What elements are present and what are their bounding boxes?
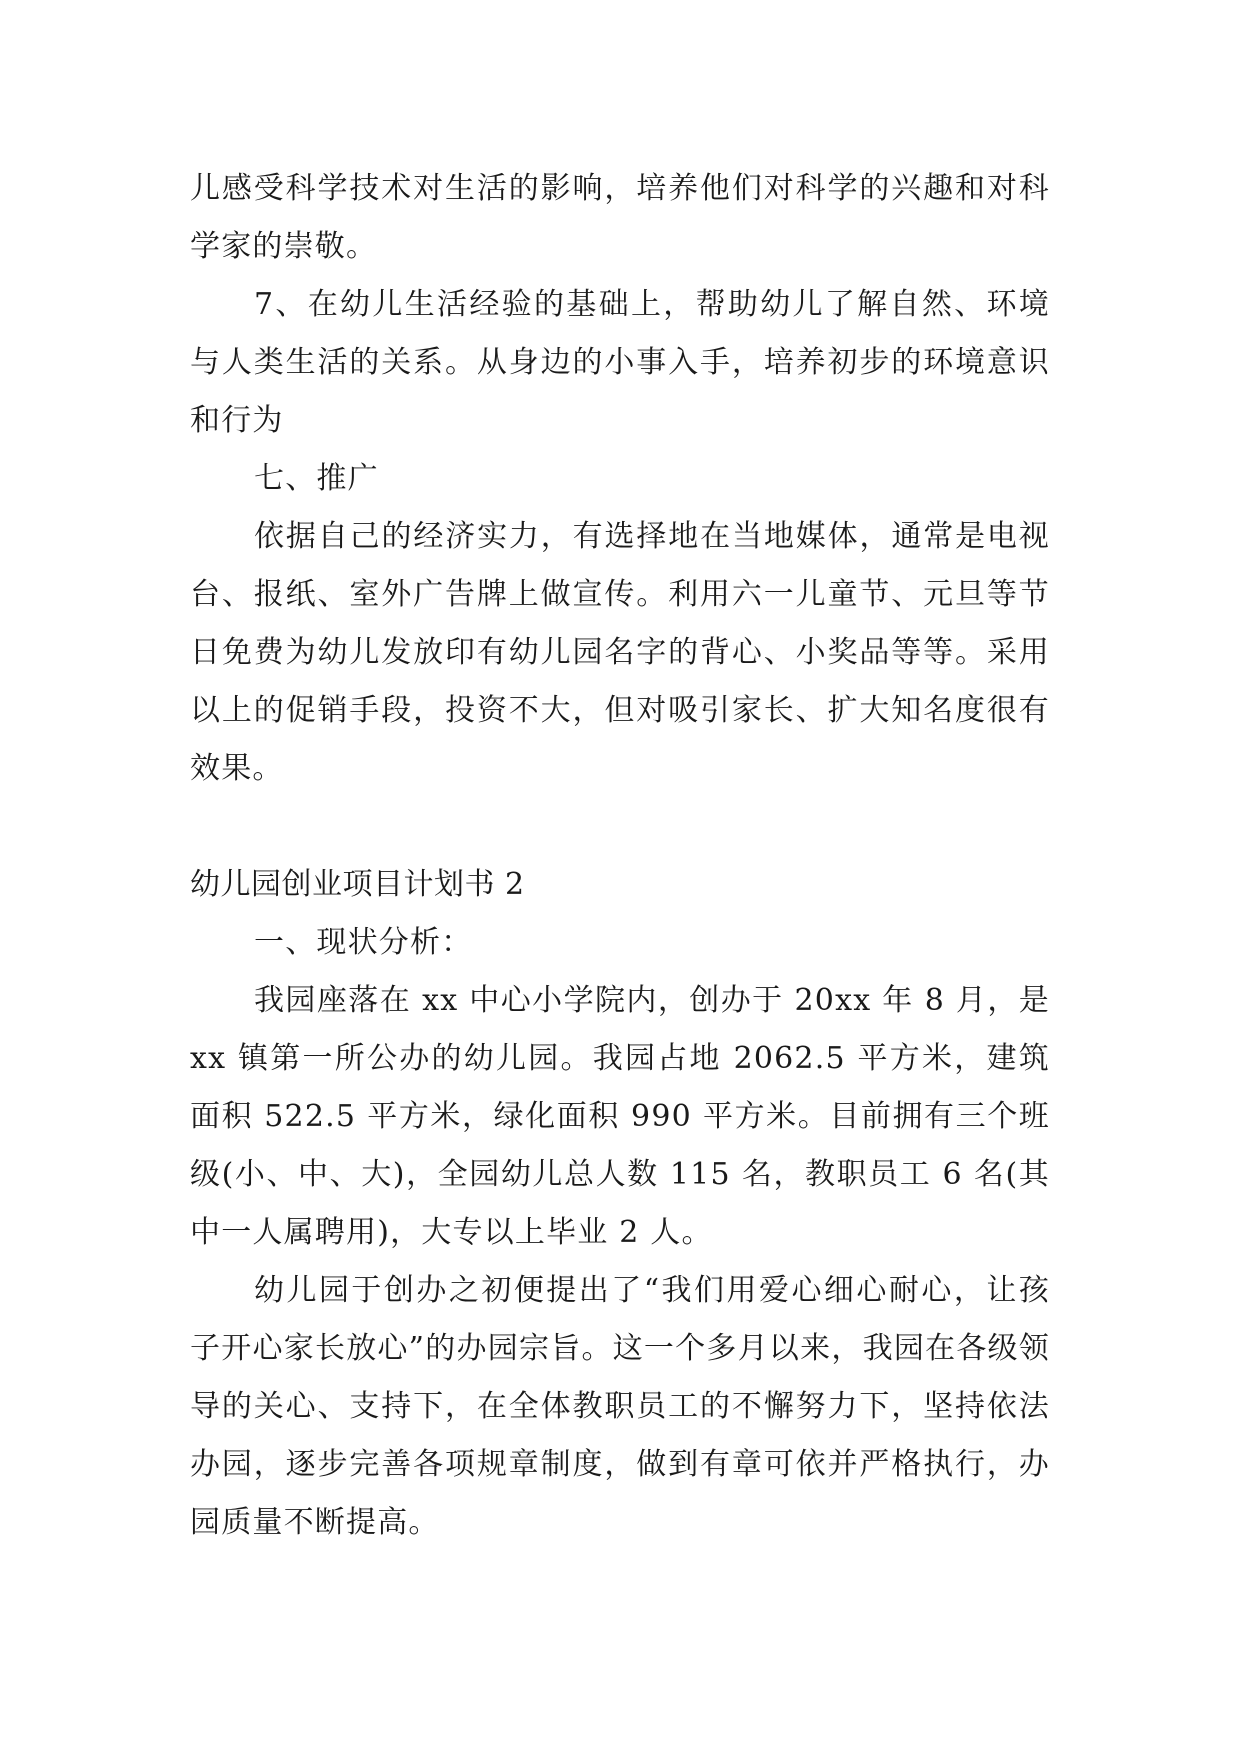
section-heading-promotion: 七、推广 [254, 461, 379, 496]
paragraph-item-7: 7、在幼儿生活经验的基础上，帮助幼儿了解自然、环境与人类生活的关系。从身边的小事入手，培养初步的环境意识和行为 [190, 287, 1050, 438]
paragraph-promotion: 依据自己的经济实力，有选择地在当地媒体，通常是电视台、报纸、室外广告牌上做宣传。利用六一儿童节、元旦等节日免费为幼儿发放印有幼儿园名字的背心、小奖品等等。采用以上的促销手段，投资不大，但对吸引家长、扩大知名度很有效果。 [190, 519, 1050, 786]
paragraph-kindergarten-mission: 幼儿园于创办之初便提出了“我们用爱心细心耐心，让孩子开心家长放心”的办园宗旨。这一个多月以来，我园在各级领导的关心、支持下，在全体教职员工的不懈努力下，坚持依法办园，逐步完善各项规章制度，做到有章可依并严格执行，办园质量不断提高。 [190, 1273, 1050, 1540]
document-section-title: 幼儿园创业项目计划书 2 [190, 867, 525, 902]
paragraph-continuation: 儿感受科学技术对生活的影响，培养他们对科学的兴趣和对科学家的崇敬。 [190, 171, 1050, 264]
paragraph-kindergarten-overview: 我园座落在 xx 中心小学院内，创办于 20xx 年 8 月，是 xx 镇第一所公办的幼儿园。我园占地 2062.5 平方米，建筑面积 522.5 平方米，绿化面积 990 平方米。目前拥有三个班级(小、中、大)，全园幼儿总人数 115 名，教职员工 6 名(其中一人属聘用)，大专以上毕业 2 人。 [190, 983, 1050, 1250]
section-heading-status-analysis: 一、现状分析： [254, 925, 473, 960]
document-body [190, 160, 1050, 1552]
